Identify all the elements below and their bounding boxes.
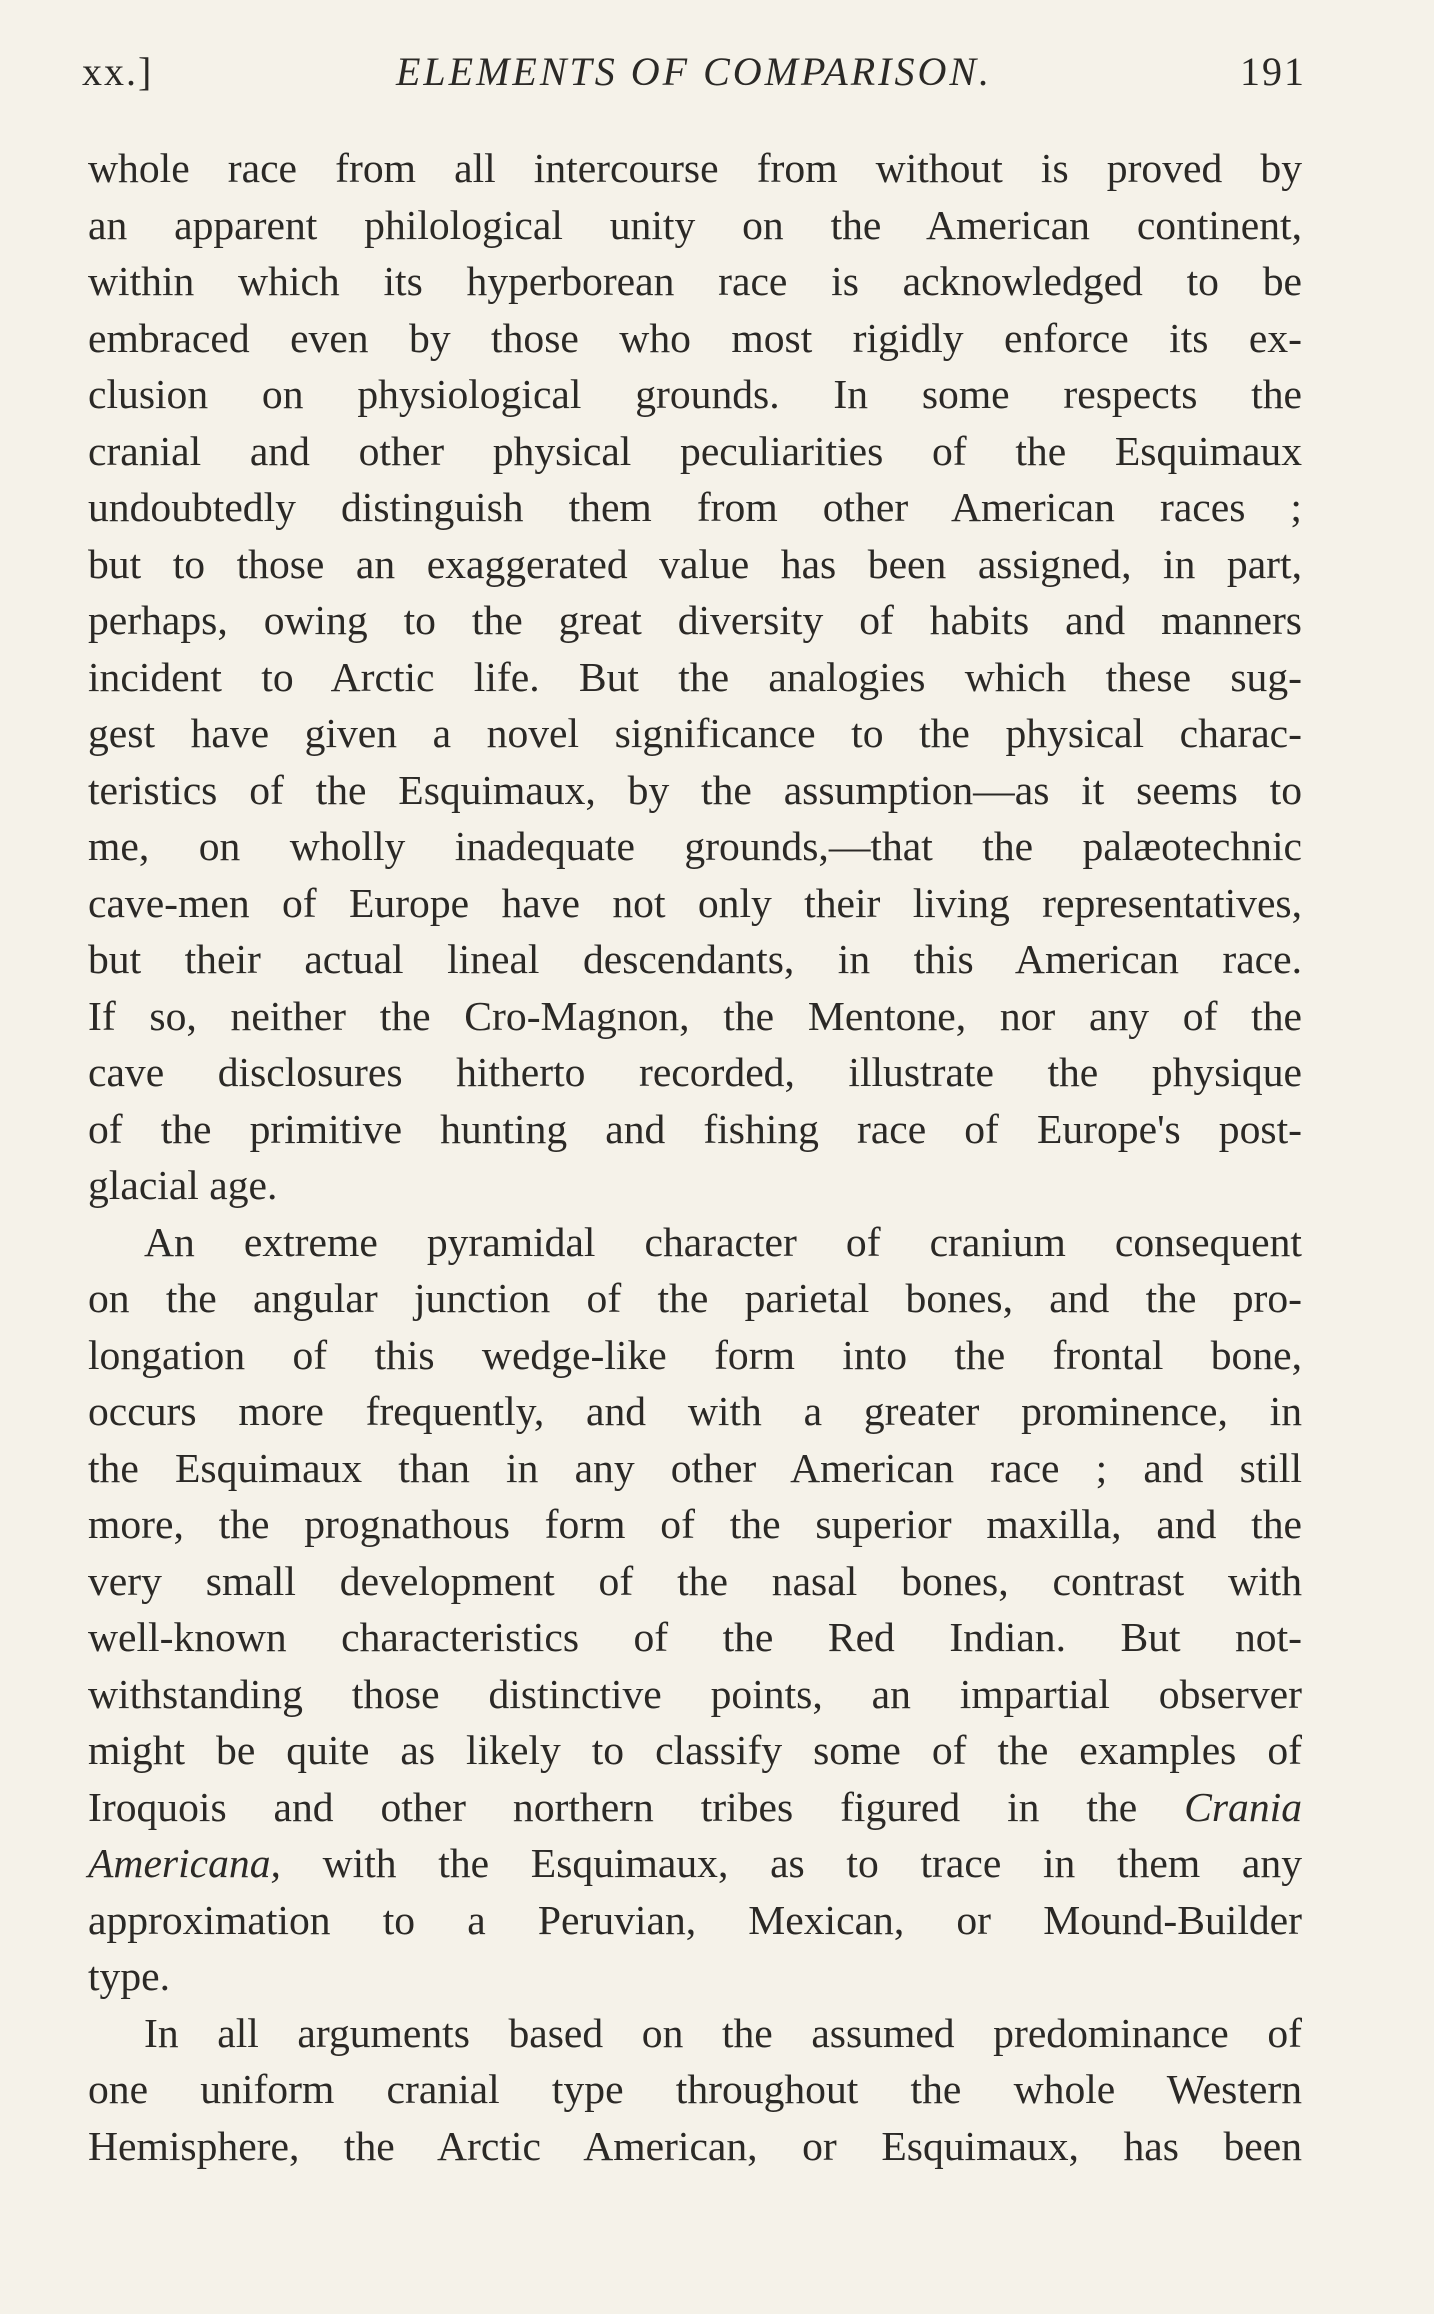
text-line: me, on wholly inadequate grounds,—that the palæotechnic [88,823,1302,869]
text-line: on the angular junction of the parietal bones, and the pro- [88,1275,1302,1321]
text-line: within which its hyperborean race is acknowledged to be [88,258,1302,304]
text-line: occurs more frequently, and with a greater prominence, in [88,1388,1302,1434]
text-line: very small development of the nasal bones, contrast with [88,1557,1302,1604]
text-line: undoubtedly distinguish them from other American races ; [88,484,1302,530]
text-line: embraced even by those who most rigidly enforce its ex- [88,314,1302,361]
text-line: perhaps, owing to the great diversity of habits and manners [88,597,1302,643]
paragraph-3 [88,2005,1302,2175]
text-line: of the primitive hunting and fishing race of Europe's post- [88,1105,1302,1152]
text-line: the Esquimaux than in any other American race ; and still [88,1444,1302,1491]
page-number: 191 [1240,49,1306,94]
text-line: clusion on physiological grounds. In some respects the [88,371,1302,417]
text-line: cranial and other physical peculiarities of the Esquimaux [88,427,1302,474]
text-line: might be quite as likely to classify some of the examples of [88,1727,1302,1773]
text-fragment: with the Esquimaux, as to trace in them any [322,1840,1302,1886]
text-line: approximation to a Peruvian, Mexican, or Mound-Builder [88,1896,1302,1943]
chapter-number: xx.] [82,49,154,94]
text-line: Hemisphere, the Arctic American, or Esquimaux, has been [88,2122,1302,2169]
text-line: type. [88,1953,171,1999]
text-line: cave-men of Europe have not only their living representatives, [88,879,1302,926]
text-line: well-known characteristics of the Red Indian. But not- [88,1614,1302,1660]
italic-book-title: Crania [1184,1783,1302,1830]
italic-book-title: Americana, [88,1840,281,1886]
body-text [88,140,1302,2174]
text-line: withstanding those distinctive points, an impartial observer [88,1670,1302,1717]
text-line: gest have given a novel significance to the physical charac- [88,710,1302,756]
text-line: but their actual lineal descendants, in this American race. [88,936,1302,982]
text-line: one uniform cranial type throughout the whole Western [88,2066,1302,2112]
text-line: cave disclosures hitherto recorded, illustrate the physique [88,1049,1302,1095]
text-line: In all arguments based on the assumed predominance of [144,2009,1302,2056]
text-line: an apparent philological unity on the American continent, [88,201,1302,248]
text-line [88,1779,1302,1836]
running-title: ELEMENTS OF COMPARISON. [395,49,993,94]
text-line: whole race from all intercourse from without is proved by [88,145,1302,191]
text-line: If so, neither the Cro-Magnon, the Mentone, nor any of the [88,992,1302,1039]
text-line: An extreme pyramidal character of cranium consequent [144,1218,1302,1265]
text-line: more, the prognathous form of the superior maxilla, and the [88,1501,1302,1547]
text-line: incident to Arctic life. But the analogies which these sug- [88,653,1302,700]
text-line: but to those an exaggerated value has been assigned, in part, [88,540,1302,587]
text-fragment: Iroquois and other northern tribes figured in the [88,1783,1138,1830]
text-line: glacial age. [88,1162,278,1208]
text-line: teristics of the Esquimaux, by the assumption—as it seems to [88,766,1302,813]
running-head [82,48,1306,98]
text-line: longation of this wedge-like form into the frontal bone, [88,1331,1302,1378]
text-line [88,1835,1302,1892]
paragraph-2 [88,1214,1302,2005]
paragraph-1 [88,140,1302,1214]
